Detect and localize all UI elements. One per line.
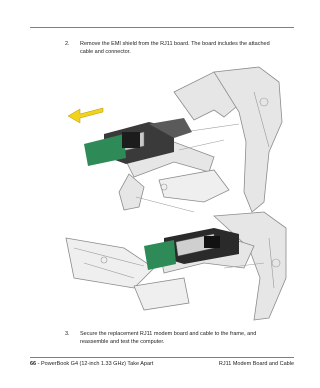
section-title: RJ11 Modem Board and Cable <box>218 361 294 367</box>
document-title: PowerBook G4 (12-inch 1.33 GHz) Take Apart <box>41 361 154 367</box>
footer-separator: - <box>36 361 42 367</box>
footer-rule <box>30 357 294 358</box>
step-3-number: 3. <box>65 331 70 337</box>
removal-arrow <box>68 108 103 123</box>
page-number: 66 <box>30 361 37 367</box>
footer-left <box>30 361 153 368</box>
header-rule <box>30 27 294 28</box>
emi-shield-removal-illustration <box>64 62 286 222</box>
step-2-number: 2. <box>65 41 70 47</box>
frame-shape <box>66 212 286 320</box>
modem-board-installed-illustration <box>64 208 290 326</box>
step-2-text: Remove the EMI shield from the RJ11 board. The board includes the attached cable and connector. <box>80 41 270 55</box>
step-3-text: Secure the replacement RJ11 modem board and cable to the frame, and reassemble and test the computer. <box>80 331 257 345</box>
